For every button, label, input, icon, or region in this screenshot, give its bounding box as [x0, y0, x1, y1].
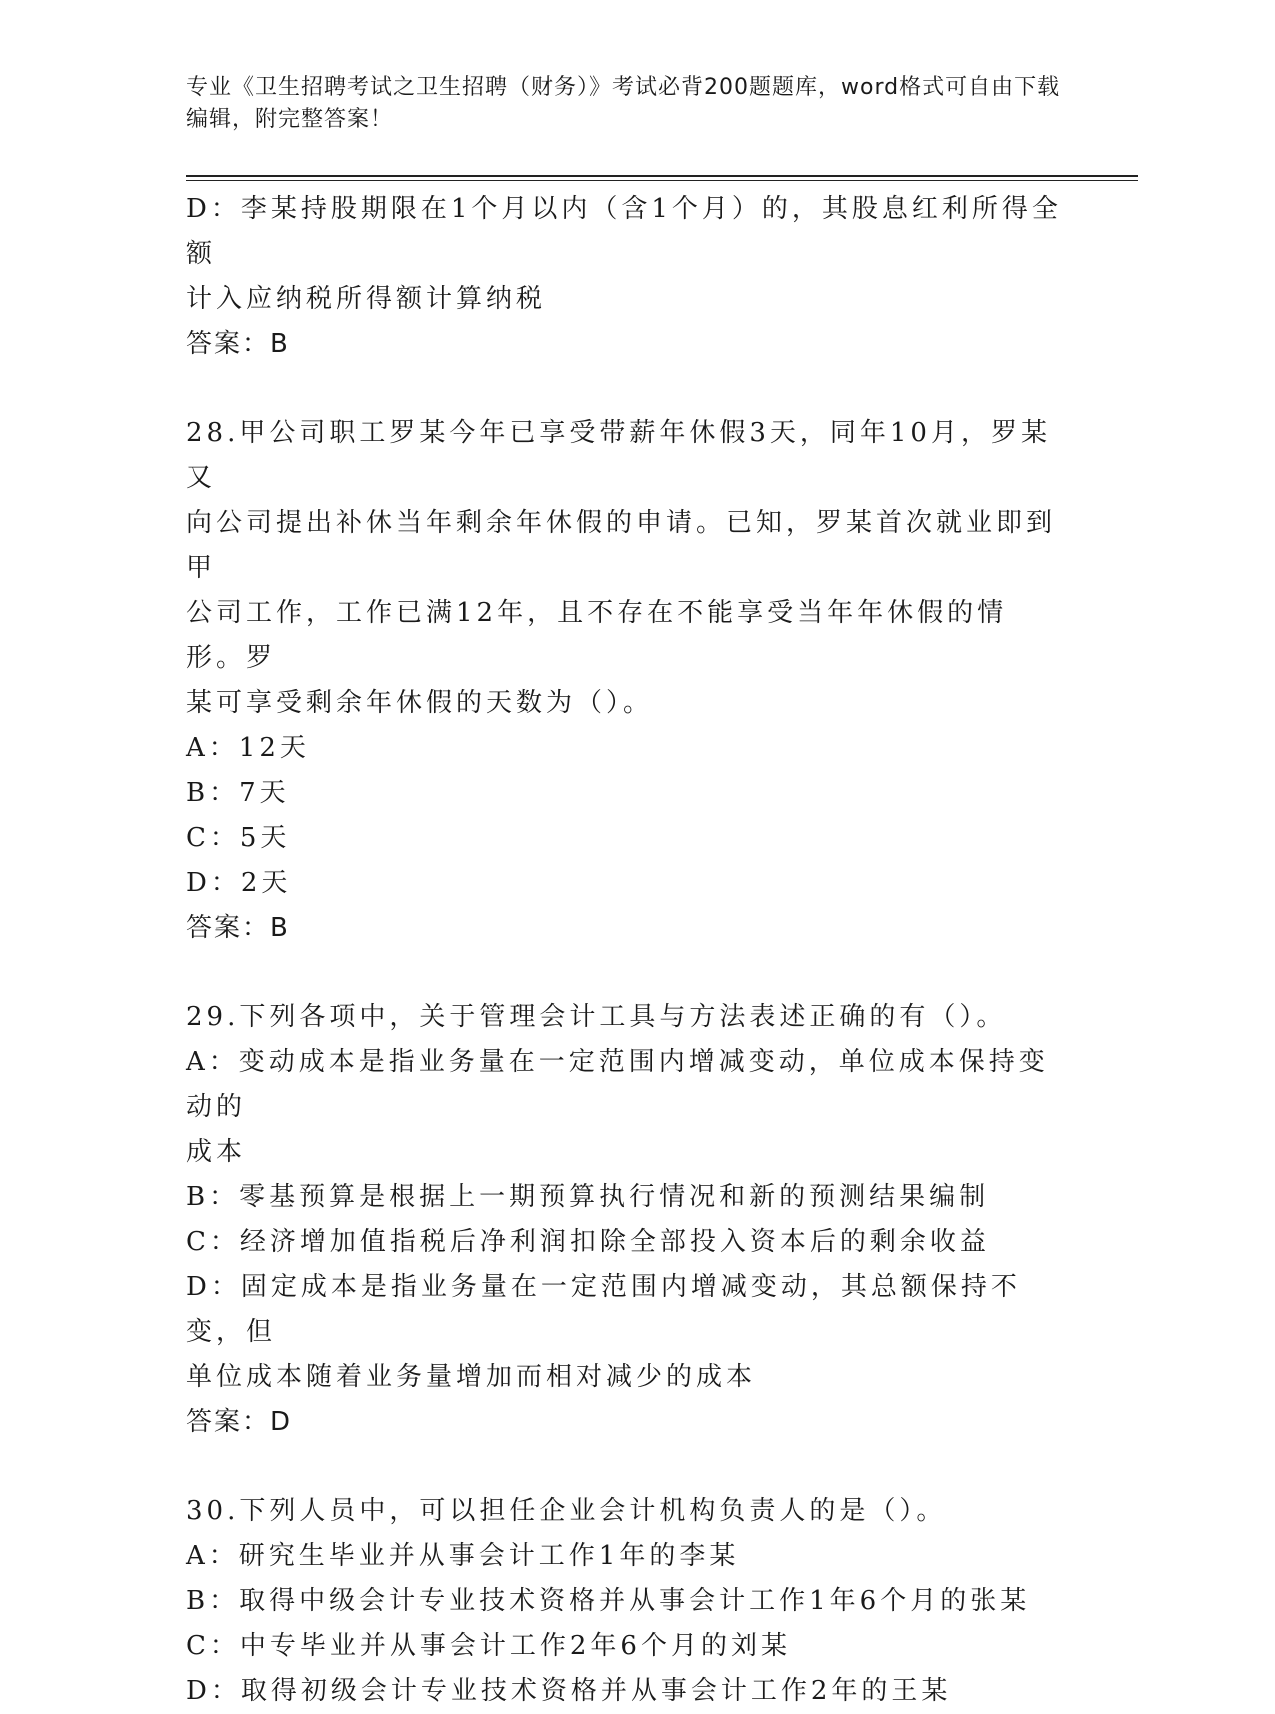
option-c: C：中专毕业并从事会计工作2年6个月的刘某	[186, 1631, 791, 1661]
document-header	[186, 72, 1066, 136]
option-a-line-1: A：变动成本是指业务量在一定范围内增减变动，单位成本保持变动的	[186, 1047, 1049, 1122]
question-29	[186, 995, 1066, 1445]
question-stem-line-1: 28.甲公司职工罗某今年已享受带薪年休假3天，同年10月，罗某又	[186, 418, 1051, 493]
option-b: B：零基预算是根据上一期预算执行情况和新的预测结果编制	[186, 1182, 990, 1212]
option-c: C：经济增加值指税后净利润扣除全部投入资本后的剩余收益	[186, 1227, 990, 1257]
option-b: B：7天	[186, 778, 290, 808]
header-title: 专业《卫生招聘考试之卫生招聘（财务）》考试必背200题题库，word格式可自由下载编辑，附完整答案！	[186, 75, 1061, 132]
option-a-line-2: 成本	[186, 1137, 247, 1167]
answer: 答案：B	[186, 329, 290, 359]
question-stem-line-3: 公司工作，工作已满12年，且不存在不能享受当年年休假的情形。罗	[186, 598, 1008, 673]
question-stem-line-2: 向公司提出补休当年剩余年休假的申请。已知，罗某首次就业即到甲	[186, 508, 1057, 583]
option-d-line-1: D：固定成本是指业务量在一定范围内增减变动，其总额保持不变，但	[186, 1272, 1021, 1347]
question-28	[186, 411, 1066, 951]
option-b: B：取得中级会计专业技术资格并从事会计工作1年6个月的张某	[186, 1586, 1031, 1616]
question-stem: 29.下列各项中，关于管理会计工具与方法表述正确的有（）。	[186, 1002, 1007, 1032]
option-d: D：取得初级会计专业技术资格并从事会计工作2年的王某	[186, 1676, 952, 1706]
option-d-line-2: 计入应纳税所得额计算纳税	[186, 284, 547, 314]
question-27-tail	[186, 187, 1066, 367]
header-divider	[186, 175, 1138, 181]
option-d-line-1: D：李某持股期限在1个月以内（含1个月）的，其股息红利所得全额	[186, 194, 1062, 269]
spacer	[186, 951, 1066, 995]
spacer	[186, 1445, 1066, 1489]
answer: 答案：B	[186, 913, 290, 943]
header-divider-thin	[186, 180, 1138, 181]
option-d-line-2: 单位成本随着业务量增加而相对减少的成本	[186, 1362, 757, 1392]
header-divider-thick	[186, 175, 1138, 177]
option-a: A：研究生毕业并从事会计工作1年的李某	[186, 1541, 740, 1571]
option-c: C：5天	[186, 823, 291, 853]
question-30	[186, 1489, 1066, 1714]
spacer	[186, 367, 1066, 411]
option-d: D：2天	[186, 868, 292, 898]
question-stem: 30.下列人员中，可以担任企业会计机构负责人的是（）。	[186, 1496, 947, 1526]
document-body	[186, 187, 1066, 1714]
answer: 答案：D	[186, 1407, 293, 1437]
option-a: A：12天	[186, 733, 310, 763]
question-stem-line-4: 某可享受剩余年休假的天数为（）。	[186, 688, 654, 718]
